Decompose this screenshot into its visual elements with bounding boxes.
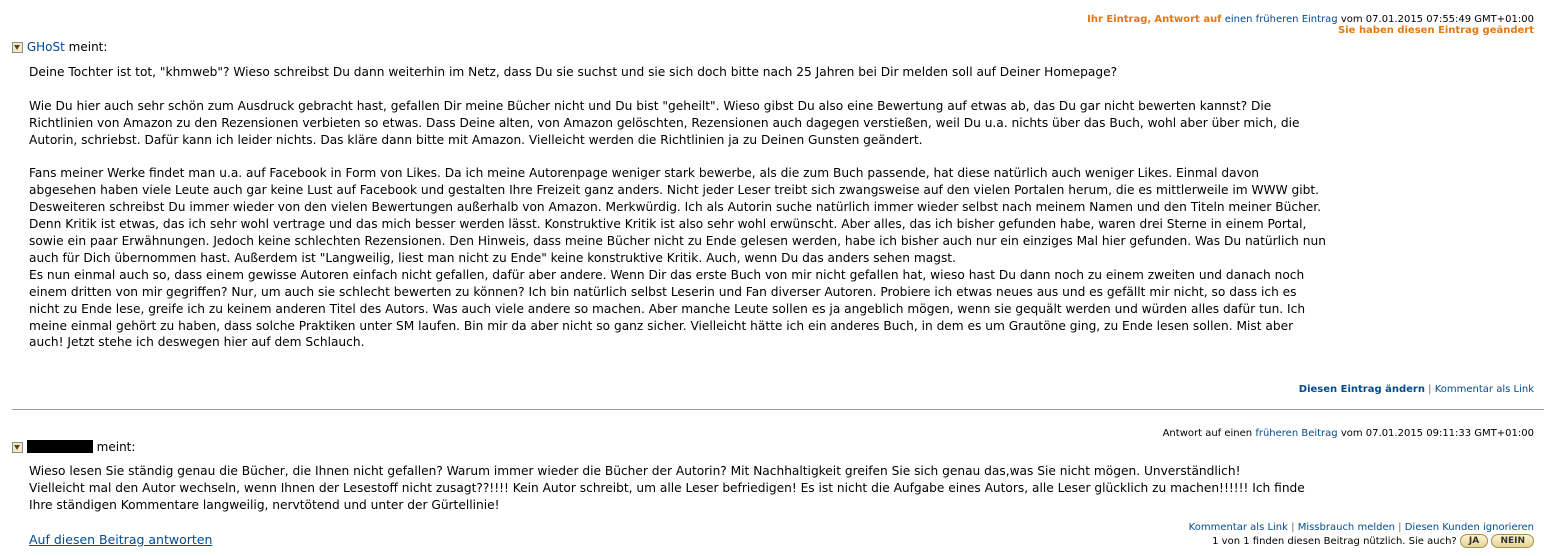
post1-paragraph: Wie Du hier auch sehr schön zum Ausdruck gebracht hast, gefallen Dir meine Bücher nicht und Du bist "geheilt". Wieso gibst Du also eine Bewertung auf etwas ab, das Du gar nicht bewerten kannst? Die Richtlinien von Amazon zu den Rezensionen verbieten so etwas. Dass Deine alten, von Amazon gelöschten, Rezensionen auch dagegen verstießen, weil Du u.a. nichts über das Buch, wohl aber über mich, die Autorin, schriebst. Dafür kann ich leider nichts. Das kläre dann bitte mit Amazon. Vielleicht werden die Richtlinien ja zu Deinen Gunsten geändert. <box>29 98 1300 147</box>
post1-header <box>12 40 107 54</box>
post1-body <box>29 64 1329 351</box>
separator: | <box>1428 384 1432 395</box>
reply-to-label: Antwort auf einen <box>1162 428 1253 439</box>
earlier-entry-link[interactable]: einen früheren Eintrag <box>1224 14 1338 25</box>
post1-paragraph: Deine Tochter ist tot, "khmweb"? Wieso schreibst Du dann weiterhin im Netz, dass Du sie suchst und sie sich doch bitte nach 25 Jahren bei Dir melden soll auf Deiner Homepage? <box>29 65 1118 79</box>
says-label: meint: <box>68 40 108 54</box>
post1-date: vom 07.01.2015 07:55:49 GMT+01:00 <box>1340 14 1534 25</box>
post-divider <box>12 409 1544 410</box>
earlier-post-link[interactable]: früheren Beitrag <box>1255 428 1338 439</box>
vote-no-button[interactable]: NEIN <box>1491 534 1534 548</box>
post1-paragraph: Es nun einmal auch so, dass einem gewisse Autoren einfach nicht gefallen, dafür aber andere. Wenn Dir das erste Buch von mir nicht gefallen hat, wieso hast Du dann noch zu einem zweiten und danach noch einem dritten von mir gegriffen? Nur, um auch sie schlecht bewerten zu können? Ich bin natürlich selbst Leserin und Fan diverser Autoren. Probiere ich etwas neues aus und es gefällt mir nicht, so dass ich es nicht zu Ende lese, greife ich zu keinem anderen Titel des Autors. Was auch viele andere so machen. Aber manche Leute sollen es ja angeblich mögen, wenn sie gequält werden und würden alles dafür tun. Ich meine einmal gehört zu haben, dass solche Praktiken unter SM laufen. Bin mir da aber nicht so ganz sicher. Vielleicht hätte ich ein anderes Buch, in dem es um Grautöne ging, zu Ende lesen sollen. Mist aber auch! Jetzt stehe ich deswegen hier auf dem Schlauch. <box>29 267 1306 350</box>
your-entry-label: Ihr Eintrag, <box>1087 14 1152 25</box>
reply-to-label: Antwort auf <box>1154 14 1222 25</box>
post2-paragraph: Vielleicht mal den Autor wechseln, wenn Ihnen der Lesestoff nicht zusagt??!!!! Kein Autor schreibt, um alle Leser befriedigen! Es ist nicht die Aufgabe eines Autors, alle Leser glücklich zu machen!!!!!! Ich finde Ihre ständigen Kommentare langweilig, nervtötend und unter der Gürtellinie! <box>29 480 1305 512</box>
redacted-author-name <box>27 440 93 453</box>
comment-as-link[interactable]: Kommentar als Link <box>1188 522 1288 533</box>
post2-body <box>29 463 1319 514</box>
post2-meta <box>1163 428 1534 439</box>
post1-paragraph: Desweiteren schreibst Du immer wieder von den vielen Bewertungen außerhalb von Amazon. Merkwürdig. Ich als Autorin suche natürlich immer wieder selbst nach meinem Namen und den Titeln meiner Bücher. Denn Kritik ist etwas, das ich sehr wohl vertrage und das mich besser werden lässt. Konstruktive Kritik ist also sehr wohl erwünscht. Aber alles, das ich bisher gefunden habe, waren drei Sterne in einem Portal, sowie ein paar Erwähnungen. Jedoch keine schlechten Rezensionen. Den Hinweis, dass meine Bücher nicht zu Ende gelesen werden, habe ich bisher auch nur ein einziges Mal hier gefunden. Was Du natürlich nun auch für Dich übernommen hast. Außerdem ist "Langweilig, liest man nicht zu Ende" keine konstruktive Kritik. Auch, wenn Du das anders sehen magst. <box>29 200 1326 265</box>
collapse-toggle-icon[interactable] <box>12 442 23 453</box>
report-abuse-link[interactable]: Missbrauch melden <box>1297 522 1395 533</box>
says-label: meint: <box>96 440 136 454</box>
post1-actions <box>1299 384 1534 395</box>
reply-container <box>29 529 212 548</box>
post2-paragraph: Wieso lesen Sie ständig genau die Bücher, die Ihnen nicht gefallen? Warum immer wieder die Bücher der Autorin? Mit Nachhaltigkeit greifen Sie sich genau das,was Sie nicht mögen. Unverständlich! <box>29 464 1241 478</box>
separator: | <box>1398 522 1402 533</box>
post2-header <box>12 440 135 454</box>
vote-yes-button[interactable]: JA <box>1460 534 1488 548</box>
post1-paragraph: Fans meiner Werke findet man u.a. auf Facebook in Form von Likes. Da ich meine Autorenpage weniger stark bewerbe, als die zum Buch passende, hat diese natürlich auch weniger Likes. Einmal davon abgesehen haben viele Leute auch gar keine Lust auf Facebook und gestalten Ihre Freizeit ganz anders. Nicht jeder Leser treibt sich zwangsweise auf den vielen Portalen herum, die es mittlerweile im WWW gibt. <box>29 166 1320 198</box>
entry-changed-notice: Sie haben diesen Eintrag geändert <box>1338 25 1534 36</box>
reply-to-post-link[interactable]: Auf diesen Beitrag antworten <box>29 532 213 547</box>
helpful-question: 1 von 1 finden diesen Beitrag nützlich. Sie auch? <box>1212 536 1457 547</box>
edit-entry-link[interactable]: Diesen Eintrag ändern <box>1298 384 1425 395</box>
separator: | <box>1291 522 1295 533</box>
post1-meta <box>1087 14 1534 36</box>
collapse-toggle-icon[interactable] <box>12 42 23 53</box>
post2-date: vom 07.01.2015 09:11:33 GMT+01:00 <box>1340 428 1534 439</box>
post2-actions <box>1189 522 1534 548</box>
comment-as-link[interactable]: Kommentar als Link <box>1434 384 1534 395</box>
ignore-customer-link[interactable]: Diesen Kunden ignorieren <box>1404 522 1534 533</box>
post1-author-link[interactable]: GHoSt <box>26 40 65 54</box>
